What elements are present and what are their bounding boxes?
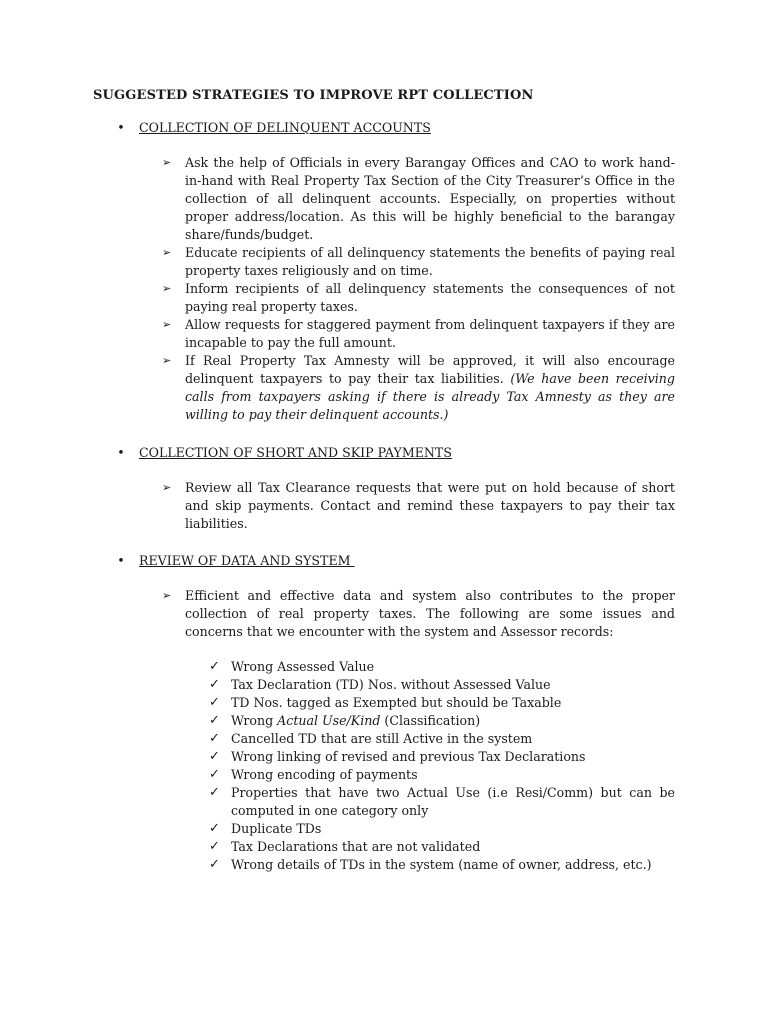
strategy-list (139, 587, 675, 874)
strategy-list (139, 479, 675, 533)
section-short-skip-payments (93, 444, 675, 533)
list-item-text: Efficient and effective data and system also contributes to the proper collection of real property taxes. The following are some issues and concerns that we encounter with the system and Assessor records: (185, 588, 675, 639)
check-icon: ✓ (209, 731, 220, 746)
checklist-item (209, 658, 675, 676)
checklist-text: Tax Declaration (TD) Nos. without Assessed Value (231, 677, 551, 692)
check-icon: ✓ (209, 659, 220, 674)
checklist-text: TD Nos. tagged as Exempted but should be Taxable (231, 695, 562, 710)
checklist-text: Tax Declarations that are not validated (231, 839, 481, 854)
check-icon: ✓ (209, 749, 220, 764)
checklist-text: Duplicate TDs (231, 821, 322, 836)
check-icon: ✓ (209, 713, 220, 728)
checklist-item (209, 766, 675, 784)
check-icon: ✓ (209, 785, 220, 800)
arrow-bullet-icon: ➢ (162, 354, 172, 367)
list-item (162, 280, 675, 316)
list-item-text: Ask the help of Officials in every Barangay Offices and CAO to work hand-in-hand with Real Property Tax Section of the City Treasurer’s Office in the collection of all delinquent accounts. Especially, on properties without proper address/location. As this will be highly beneficial to the barangay share/funds/budget. (185, 155, 675, 242)
bullet-icon: • (117, 120, 125, 135)
document-title: SUGGESTED STRATEGIES TO IMPROVE RPT COLLECTION (93, 88, 534, 103)
list-item-text: If Real Property Tax Amnesty will be approved, it will also encourage delinquent taxpayers to pay their tax liabilities. (185, 353, 675, 386)
list-item-text: Review all Tax Clearance requests that were put on hold because of short and skip payments. Contact and remind these taxpayers to pay their tax liabilities. (185, 480, 675, 531)
checklist-item (209, 730, 675, 748)
section-heading (117, 119, 675, 137)
bullet-icon: • (117, 445, 125, 460)
check-icon: ✓ (209, 821, 220, 836)
checklist-text: Properties that have two Actual Use (i.e Resi/Comm) but can be computed in one category only (231, 785, 675, 818)
checklist-text: Wrong encoding of payments (231, 767, 418, 782)
list-item (162, 479, 675, 533)
list-item-text: Inform recipients of all delinquency statements the consequences of not paying real property taxes. (185, 281, 675, 314)
list-item (162, 352, 675, 424)
check-icon: ✓ (209, 695, 220, 710)
checklist-text: Wrong Assessed Value (231, 659, 375, 674)
checklist-text: Wrong details of TDs in the system (name of owner, address, etc.) (231, 857, 652, 872)
checklist-item (209, 676, 675, 694)
checklist-item (209, 694, 675, 712)
checklist-item (209, 712, 675, 730)
arrow-bullet-icon: ➢ (162, 156, 172, 169)
checklist-text: (Classification) (380, 713, 481, 728)
issues-checklist (185, 658, 675, 874)
section-heading-text: COLLECTION OF DELINQUENT ACCOUNTS (139, 120, 431, 135)
list-item (162, 154, 675, 244)
bullet-icon: • (117, 553, 125, 568)
section-data-and-system (93, 552, 675, 874)
list-item-text: Educate recipients of all delinquency statements the benefits of paying real property taxes religiously and on time. (185, 245, 675, 278)
check-icon: ✓ (209, 839, 220, 854)
section-delinquent-accounts (93, 119, 675, 424)
checklist-text: Wrong linking of revised and previous Tax Declarations (231, 749, 586, 764)
list-item (162, 587, 675, 874)
arrow-bullet-icon: ➢ (162, 589, 172, 602)
list-item-italic-note: (We have been receiving calls from taxpayers asking if there is already Tax Amnesty as they are willing to pay their delinquent accounts.) (185, 371, 675, 422)
arrow-bullet-icon: ➢ (162, 246, 172, 259)
section-heading (117, 552, 675, 570)
checklist-item (209, 820, 675, 838)
arrow-bullet-icon: ➢ (162, 318, 172, 331)
check-icon: ✓ (209, 767, 220, 782)
checklist-text: Cancelled TD that are still Active in the system (231, 731, 533, 746)
section-heading-text: COLLECTION OF SHORT AND SKIP PAYMENTS (139, 445, 452, 460)
checklist-item (209, 748, 675, 766)
arrow-bullet-icon: ➢ (162, 282, 172, 295)
strategy-list (139, 154, 675, 424)
section-heading (117, 444, 675, 462)
checklist-item (209, 856, 675, 874)
section-heading-text: REVIEW OF DATA AND SYSTEM (139, 553, 355, 568)
check-icon: ✓ (209, 857, 220, 872)
check-icon: ✓ (209, 677, 220, 692)
list-item (162, 244, 675, 280)
checklist-item (209, 838, 675, 856)
arrow-bullet-icon: ➢ (162, 481, 172, 494)
checklist-italic-text: Actual Use/Kind (277, 713, 381, 728)
list-item (162, 316, 675, 352)
checklist-text: Wrong (231, 713, 278, 728)
list-item-text: Allow requests for staggered payment from delinquent taxpayers if they are incapable to pay the full amount. (185, 317, 675, 350)
checklist-item (209, 784, 675, 820)
